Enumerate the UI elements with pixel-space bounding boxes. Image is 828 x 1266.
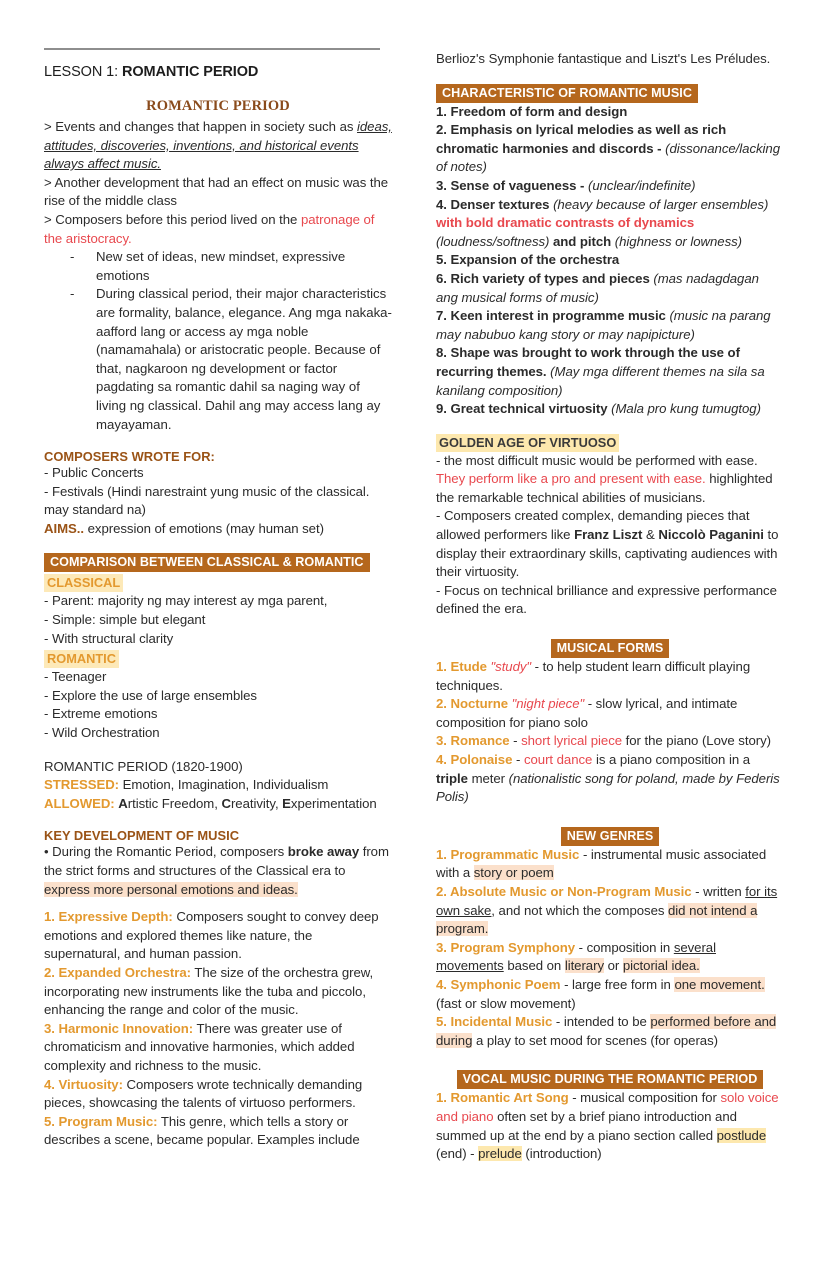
mf3-red: short lyrical piece (521, 733, 623, 749)
key-dev-item-4 (44, 1076, 392, 1113)
intro-bullet-3-plain: > Composers before this period lived on the (44, 211, 301, 227)
char-item-4-red: with bold dramatic contrasts of dynamics (436, 215, 695, 231)
vocal-music-banner: VOCAL MUSIC DURING THE ROMANTIC PERIOD (457, 1070, 764, 1089)
ga-p2-plain-1: - Composers created complex, demanding pieces that allowed performers like (436, 508, 750, 543)
genre-3-plain-1: - composition in (575, 939, 674, 955)
list-item (44, 285, 392, 434)
vm1-highlight-postlude: postlude (716, 1127, 767, 1143)
classical-tag: CLASSICAL (44, 574, 123, 592)
dash-icon: - (70, 286, 75, 302)
stressed-line (44, 776, 392, 795)
mf2-rest: - slow lyrical, and intimate composition for piano solo (436, 696, 738, 730)
aims-label: AIMS.. (44, 520, 84, 536)
musical-form-4 (436, 751, 784, 807)
key-dev-item-5 (44, 1113, 392, 1150)
genre-4-plain-2: (fast or slow movement) (436, 995, 576, 1011)
char-item-4-italic-3: (highness or lowness) (611, 233, 743, 249)
stressed-label: STRESSED: (44, 777, 120, 793)
spacer (44, 434, 392, 449)
golden-age-p1 (436, 452, 784, 508)
char-item-3 (436, 177, 784, 196)
genre-4-plain-1: - large free form in (560, 976, 675, 992)
list-item (44, 248, 392, 285)
aims-line (44, 520, 392, 539)
intro-bullet-3-red: patronage of the aristocracy. (44, 211, 375, 246)
mf2-quote: "night piece" (511, 696, 585, 712)
spacer (44, 538, 392, 553)
spacer (44, 813, 392, 828)
romantic-item-2: - Explore the use of large ensembles (44, 687, 257, 703)
vm1-label: 1. Romantic Art Song (436, 1090, 569, 1106)
left-column (44, 48, 392, 1226)
stressed-text: Emotion, Imagination, Individualism (119, 777, 329, 793)
char-item-2-bold: 2. Emphasis on lyrical melodies as well as rich chromatic harmonies and discords - (436, 122, 727, 156)
genre-5-label: 5. Incidental Music (436, 1014, 553, 1030)
genre-4-highlight: one movement. (674, 976, 765, 992)
genre-4-label: 4. Symphonic Poem (436, 976, 561, 992)
char-item-4-italic-2: (loudness/softness) (436, 233, 550, 249)
mf1-rest: - to help student learn difficult playing techniques. (436, 659, 751, 693)
key-dev-item-1-text: Composers sought to convey deep emotions and explored themes like nature, the supernatural, and human passion. (44, 909, 379, 962)
composers-item-1: - Public Concerts (44, 465, 144, 481)
key-dev-item-3 (44, 1020, 392, 1076)
spacer (436, 619, 784, 639)
genre-3 (436, 939, 784, 976)
allowed-e: E (282, 795, 291, 811)
genre-3-underline: several movements (436, 939, 716, 974)
mf4-plain-2: meter (467, 770, 509, 786)
char-item-1-text: 1. Freedom of form and design (436, 103, 628, 119)
genre-5 (436, 1013, 784, 1050)
intro-bullet-3 (44, 211, 392, 248)
genre-1-plain: - instrumental music associated with a (436, 846, 767, 881)
genre-1 (436, 846, 784, 883)
vm1-highlight-prelude: prelude (478, 1146, 522, 1162)
mf4-label: 4. Polonaise (436, 752, 516, 767)
genre-1-highlight: story or poem (473, 865, 554, 881)
musical-forms-banner: MUSICAL FORMS (551, 639, 670, 658)
golden-age-tag: GOLDEN AGE OF VIRTUOSO (436, 434, 619, 452)
ga-red: They perform like a pro and present with ease. (436, 471, 706, 487)
mf4-plain-1: is a piano composition in a (592, 752, 751, 767)
mf2-label: 2. Nocturne (436, 696, 512, 712)
char-item-4-bold-2: and pitch (549, 233, 612, 249)
golden-age-p2 (436, 507, 784, 581)
vocal-music-item-1 (436, 1089, 784, 1163)
period-years-line: ROMANTIC PERIOD (1820-1900) (44, 758, 243, 774)
intro-bullet-1-plain: > Events and changes that happen in society such as (44, 119, 358, 134)
romantic-tag-wrap (44, 650, 392, 668)
char-item-2 (436, 121, 784, 177)
spacer (436, 1050, 784, 1070)
new-genres-banner: NEW GENRES (561, 827, 660, 846)
spacer (44, 743, 392, 758)
kd-highlight: express more personal emotions and ideas. (44, 881, 298, 897)
page-title (44, 64, 392, 80)
spacer (44, 899, 392, 908)
kd-plain-2: from the strict forms and structures of the Classical era to (44, 844, 389, 878)
char-item-3-italic: (unclear/indefinite) (584, 177, 696, 193)
key-development-bullet (44, 843, 392, 899)
key-dev-item-5-text: This genre, which tells a story or describes a scene, became popular. Examples include (44, 1113, 360, 1148)
char-item-7-bold: 7. Keen interest in programme music (436, 308, 666, 324)
char-item-6 (436, 270, 784, 307)
spacer (436, 69, 784, 84)
mf4-red: court dance (523, 752, 593, 767)
serif-heading: ROMANTIC PERIOD (146, 98, 290, 114)
kd-plain-1: • During the Romantic Period, composers (44, 844, 288, 860)
char-item-6-italic: (mas nadagdagan ang musical forms of music) (436, 270, 759, 305)
mf4-dash: - (515, 752, 524, 767)
char-item-4 (436, 196, 784, 252)
spacer (436, 807, 784, 827)
genre-3-plain-2: based on (503, 958, 565, 974)
char-item-6-bold: 6. Rich variety of types and pieces (436, 270, 650, 286)
continuation-text: Berlioz's Symphonie fantastique and Liszt's Les Préludes. (436, 51, 771, 66)
spacer (436, 419, 784, 434)
top-divider (44, 48, 380, 50)
genre-2-label: 2. Absolute Music or Non-Program Music (436, 883, 692, 899)
key-dev-item-2-label: 2. Expanded Orchestra: (44, 964, 191, 980)
key-dev-item-2-text: The size of the orchestra grew, incorporating new instruments like the tuba and piccolo, enhancing the range and color of the music. (44, 964, 374, 1018)
char-item-9-italic: (Mala pro kung tumugtog) (607, 401, 761, 417)
mf3-label: 3. Romance (436, 733, 514, 749)
allowed-a-rest: rtistic Freedom, (127, 795, 222, 811)
key-dev-item-1-label: 1. Expressive Depth: (44, 909, 173, 925)
intro-sub-list (44, 248, 392, 434)
classical-tag-wrap (44, 574, 392, 592)
char-item-5-text: 5. Expansion of the orchestra (436, 252, 620, 268)
allowed-label: ALLOWED: (44, 795, 115, 811)
genre-2-highlight: did not intend a program. (436, 902, 758, 937)
allowed-c: C (221, 795, 231, 811)
aims-text: expression of emotions (may human set) (84, 520, 324, 536)
char-item-9 (436, 400, 784, 419)
ga-plain-1: - the most difficult music would be performed with ease. (436, 452, 758, 468)
lesson-title-text: ROMANTIC PERIOD (122, 64, 259, 80)
classical-item-1: - Parent: majority ng may interest ay mga parent, (44, 593, 328, 609)
vm1-plain-2: often set by a brief piano introduction and summed up at the end by a piano section called (436, 1108, 737, 1143)
key-dev-item-4-text: Composers wrote technically demanding pieces, showcasing the talents of virtuoso performers. (44, 1076, 363, 1111)
mf3-rest: for the piano (Love story) (622, 733, 771, 749)
key-dev-item-5-label: 5. Program Music: (44, 1113, 158, 1129)
classical-item-2: - Simple: simple but elegant (44, 612, 206, 628)
char-item-8 (436, 344, 784, 400)
ga-amp: & (642, 527, 659, 543)
musical-form-1 (436, 658, 784, 695)
romantic-item-4: - Wild Orchestration (44, 725, 160, 741)
intro-bullet-1-underline: ideas, attitudes, discoveries, inventions, and historical events always affect music. (44, 119, 392, 172)
allowed-a: A (118, 795, 128, 811)
char-item-9-bold: 9. Great technical virtuosity (436, 401, 608, 417)
comparison-banner-wrap (44, 553, 392, 572)
mf1-quote: "study" (490, 659, 532, 675)
romantic-item-1: - Teenager (44, 669, 107, 685)
vocal-music-banner-wrap (436, 1070, 784, 1089)
char-item-3-bold: 3. Sense of vagueness - (436, 177, 585, 193)
genre-3-highlight-2: pictorial idea. (622, 958, 700, 974)
composers-item-2: - Festivals (Hindi narestraint yung music of the classical. may standard na) (44, 483, 370, 518)
mf4-bold: triple (436, 770, 468, 786)
ga-composer-paganini: Niccolò Paganini (658, 527, 764, 543)
vm1-plain-1: - musical composition for (568, 1090, 721, 1106)
characteristics-banner: CHARACTERISTIC OF ROMANTIC MUSIC (436, 84, 698, 103)
key-dev-item-3-label: 3. Harmonic Innovation: (44, 1020, 194, 1036)
classical-item-3: - With structural clarity (44, 630, 174, 646)
lesson-label: LESSON 1: (44, 64, 119, 80)
musical-form-3 (436, 732, 784, 751)
comparison-banner: COMPARISON BETWEEN CLASSICAL & ROMANTIC (44, 553, 370, 572)
list-item-text: New set of ideas, new mindset, expressive emotions (96, 249, 346, 283)
key-dev-item-3-text: There was greater use of chromaticism and innovative harmonies, which added complexity and richness to the music. (44, 1020, 355, 1073)
vm1-end: (introduction) (521, 1146, 602, 1162)
golden-age-tag-wrap (436, 434, 784, 452)
genre-5-highlight: performed before and during (436, 1014, 777, 1048)
allowed-line (44, 795, 392, 814)
dash-icon: - (70, 249, 75, 265)
musical-forms-banner-wrap (436, 639, 784, 658)
intro-bullet-2: > Another development that had an effect on music was the rise of the middle class (44, 174, 389, 209)
mf3-dash: - (513, 733, 522, 749)
list-item-text: During classical period, their major characteristics are formality, balance, elegance. Ang mga nakaka-aafford lang or access ay mga noble (namamahala) or aristocratic people. Because of that, nagkaroon ng development or factor pagdating sa romantic dahil sa naging way of living ng classical. Dahil ang may access lang ay mayayaman. (96, 286, 392, 432)
key-dev-item-1 (44, 908, 392, 964)
musical-form-2 (436, 695, 784, 732)
kd-bold: broke away (287, 844, 360, 860)
genre-3-label: 3. Program Symphony (436, 939, 576, 955)
char-item-4-bold: 4. Denser textures (436, 196, 550, 212)
char-item-7 (436, 307, 784, 344)
composers-wrote-for-heading: COMPOSERS WROTE FOR: (44, 449, 215, 465)
char-item-8-italic: (May mga different themes na sila sa kanilang composition) (436, 363, 765, 398)
key-dev-item-2 (44, 964, 392, 1020)
intro-bullet-1 (44, 118, 392, 174)
mf1-label: 1. Etude (436, 659, 491, 675)
genre-3-plain-3: or (603, 958, 623, 974)
genre-1-label: 1. Programmatic Music (436, 846, 580, 862)
char-item-7-italic: (music na parang may nabubuo kang story or may napipicture) (436, 308, 771, 342)
romantic-tag: ROMANTIC (44, 650, 119, 668)
genre-2-plain-2: and not which the composes (494, 902, 669, 918)
romantic-item-3: - Extreme emotions (44, 706, 158, 722)
key-development-heading: KEY DEVELOPMENT OF MUSIC (44, 828, 240, 844)
genre-2-underline: for its own sake, (436, 883, 778, 918)
genre-5-plain-2: a play to set mood for scenes (for operas) (472, 1032, 718, 1048)
mf4-italic: (nationalistic song for poland, made by Federis Polis) (436, 770, 780, 805)
golden-age-p3: - Focus on technical brilliance and expressive performance defined the era. (436, 582, 777, 617)
char-item-8-bold: 8. Shape was brought to work through the use of recurring themes. (436, 345, 740, 379)
characteristics-banner-wrap (436, 84, 784, 103)
allowed-c-rest: reativity, (230, 795, 283, 811)
ga-p2-plain-2: to display their extraordinary skills, captivating audiences with their virtuosity. (436, 527, 779, 580)
genre-2-plain-1: - written (691, 883, 746, 899)
right-column (436, 48, 784, 1226)
allowed-e-rest: xperimentation (290, 795, 377, 811)
vm1-mid: (end) - (436, 1146, 479, 1162)
char-item-4-italic-1: (heavy because of larger ensembles) (549, 196, 769, 212)
vm1-red: solo voice and piano (436, 1090, 779, 1124)
genre-5-plain-1: - intended to be (552, 1014, 651, 1030)
key-dev-item-4-label: 4. Virtuosity: (44, 1076, 123, 1092)
ga-composer-liszt: Franz Liszt (574, 527, 643, 543)
char-item-5 (436, 251, 784, 270)
new-genres-banner-wrap (436, 827, 784, 846)
genre-3-highlight-1: literary (564, 958, 604, 974)
genre-4 (436, 976, 784, 1013)
ga-plain-2: highlighted the remarkable technical abilities of musicians. (436, 471, 773, 505)
char-item-1 (436, 103, 784, 122)
genre-2 (436, 883, 784, 939)
char-item-2-italic: (dissonance/lacking of notes) (436, 140, 780, 175)
